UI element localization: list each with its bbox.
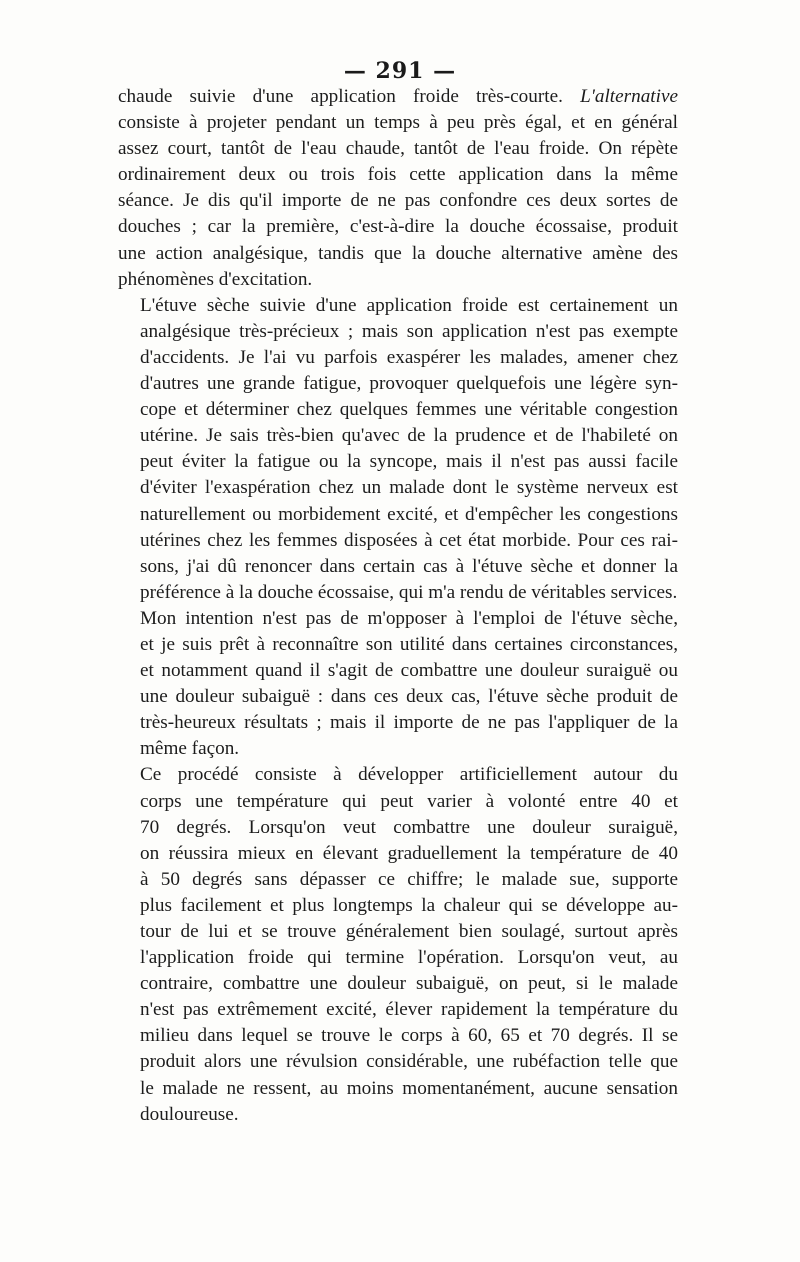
text-line: utérine. Je sais très-bien qu'avec de la prudence et de l'habileté on bbox=[140, 425, 678, 447]
text-line: et notamment quand il s'agit de combattre une douleur suraiguë ou bbox=[140, 660, 678, 682]
text-line: l'application froide qui termine l'opération. Lorsqu'on veut, au bbox=[140, 947, 678, 969]
page-number: — 291 — bbox=[343, 58, 457, 84]
text-line: Ce procédé consiste à développer artificiellement autour du bbox=[140, 764, 678, 786]
text-line: une action analgésique, tandis que la douche alternative amène des bbox=[118, 242, 678, 264]
text-line: d'éviter l'exaspération chez un malade dont le système nerveux est bbox=[140, 477, 678, 499]
text-line: le malade ne ressent, au moins momentanément, aucune sensation bbox=[140, 1077, 678, 1099]
text-line: n'est pas extrêmement excité, élever rapidement la température du bbox=[140, 999, 678, 1021]
text-line: Mon intention n'est pas de m'opposer à l'emploi de l'étuve sèche, bbox=[140, 607, 678, 629]
text-line: analgésique très-précieux ; mais son application n'est pas exempte bbox=[140, 320, 678, 342]
text-line: on réussira mieux en élevant graduellement la température de 40 bbox=[140, 842, 678, 864]
text-line: milieu dans lequel se trouve le corps à 60, 65 et 70 degrés. Il se bbox=[140, 1025, 678, 1047]
paragraph-4 bbox=[118, 762, 678, 1127]
text-line: contraire, combattre une douleur subaiguë, on peut, si le malade bbox=[140, 973, 678, 995]
text-line: une douleur subaiguë : dans ces deux cas, l'étuve sèche produit de bbox=[140, 686, 678, 708]
text-line: plus facilement et plus longtemps la chaleur qui se développe au- bbox=[140, 894, 678, 916]
text-line: cope et déterminer chez quelques femmes une véritable congestion bbox=[140, 399, 678, 421]
text-line: sons, j'ai dû renoncer dans certain cas à l'étuve sèche et donner la bbox=[140, 555, 678, 577]
text-line: assez court, tantôt de l'eau chaude, tantôt de l'eau froide. On répète bbox=[118, 138, 678, 160]
text-line: séance. Je dis qu'il importe de ne pas confondre ces deux sortes de bbox=[118, 190, 678, 212]
paragraph-3 bbox=[118, 606, 678, 763]
paragraph-1 bbox=[118, 84, 678, 293]
text-line: d'accidents. Je l'ai vu parfois exaspérer les malades, amener chez bbox=[140, 346, 678, 368]
text-line: corps une température qui peut varier à volonté entre 40 et bbox=[140, 790, 678, 812]
text-line: ordinairement deux ou trois fois cette application dans la même bbox=[118, 164, 678, 186]
text-line: chaude suivie d'une application froide très-courte. L'alternative bbox=[118, 86, 678, 107]
text-line: L'étuve sèche suivie d'une application froide est certainement un bbox=[140, 294, 678, 316]
text-line: tour de lui et se trouve généralement bien soulagé, surtout après bbox=[140, 921, 678, 942]
text-line: à 50 degrés sans dépasser ce chiffre; le malade sue, supporte bbox=[140, 868, 678, 890]
text-line: préférence à la douche écossaise, qui m'a rendu de véritables services. bbox=[140, 581, 678, 603]
paragraph-2 bbox=[118, 293, 678, 606]
text-line: produit alors une révulsion considérable, une rubéfaction telle que bbox=[140, 1051, 678, 1073]
text-line: très-heureux résultats ; mais il importe de ne pas l'appliquer de la bbox=[140, 712, 678, 734]
text-line: et je suis prêt à reconnaître son utilité dans certaines circonstances, bbox=[140, 633, 678, 655]
text-line: naturellement ou morbidement excité, et d'empêcher les congestions bbox=[140, 503, 678, 525]
text-line: douloureuse. bbox=[140, 1103, 239, 1125]
text-line: d'autres une grande fatigue, provoquer quelquefois une légère syn- bbox=[140, 373, 678, 395]
text-line: phénomènes d'excitation. bbox=[118, 268, 313, 290]
body-text bbox=[118, 84, 678, 1128]
text-line: peut éviter la fatigue ou la syncope, mais il n'est pas aussi facile bbox=[140, 451, 678, 473]
text-line: consiste à projeter pendant un temps à peu près égal, et en général bbox=[118, 112, 678, 134]
text-line: 70 degrés. Lorsqu'on veut combattre une douleur suraiguë, bbox=[140, 816, 678, 838]
text-line: utérines chez les femmes disposées à cet état morbide. Pour ces rai- bbox=[140, 529, 678, 551]
text-line: même façon. bbox=[140, 738, 240, 760]
text-line: douches ; car la première, c'est-à-dire la douche écossaise, produit bbox=[118, 216, 678, 238]
